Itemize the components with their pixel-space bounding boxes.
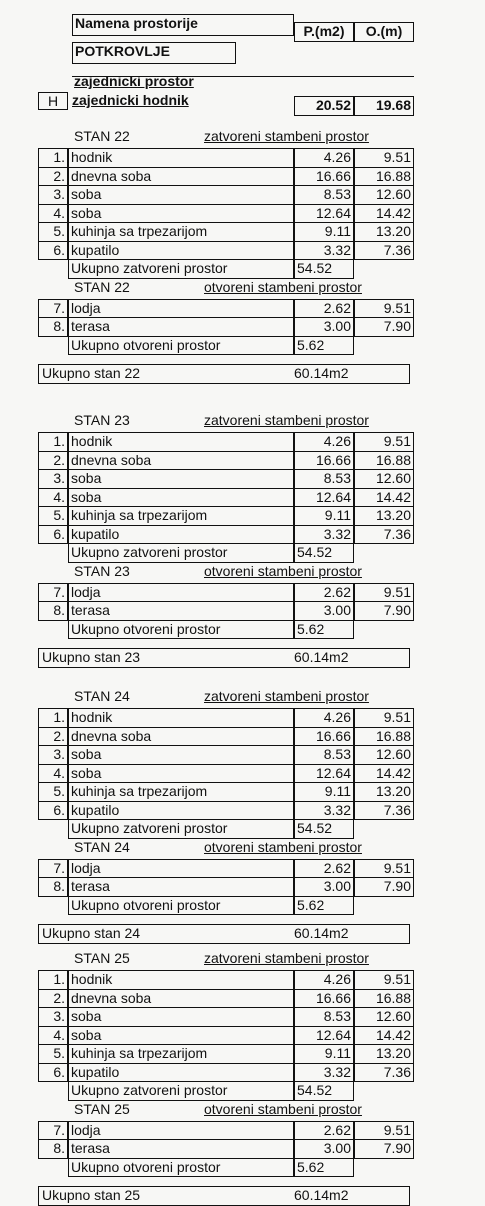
apartment-total xyxy=(38,924,410,944)
apartment-name: STAN 22 xyxy=(74,278,130,295)
room-perimeter: 7.36 xyxy=(354,1063,414,1083)
room-area: 9.11 xyxy=(294,222,354,242)
room-area: 9.11 xyxy=(294,782,354,802)
apartment-total xyxy=(38,648,410,668)
common-space-title: zajednicki prostor xyxy=(74,73,194,89)
room-name: terasa xyxy=(68,601,294,621)
closed-total-value: 54.52 xyxy=(294,819,354,839)
apartment-total-value: 60.14m2 xyxy=(294,365,349,381)
apartment-open-title xyxy=(74,839,362,855)
apartment-total-label: Ukupno stan 23 xyxy=(42,649,141,665)
apartment-closed-title xyxy=(74,950,369,966)
closed-total-value: 54.52 xyxy=(294,1081,354,1101)
room-perimeter: 13.20 xyxy=(354,1044,414,1064)
room-perimeter: 7.90 xyxy=(354,317,414,337)
room-area: 12.64 xyxy=(294,204,354,224)
room-perimeter: 13.20 xyxy=(354,782,414,802)
room-name: terasa xyxy=(68,1139,294,1159)
row-number: 7. xyxy=(38,859,68,879)
room-perimeter: 13.20 xyxy=(354,222,414,242)
row-number: 7. xyxy=(38,583,68,603)
room-perimeter: 9.51 xyxy=(354,708,414,728)
row-number: 6. xyxy=(38,801,68,821)
row-number: 4. xyxy=(38,204,68,224)
room-perimeter: 16.88 xyxy=(354,989,414,1009)
room-perimeter: 16.88 xyxy=(354,451,414,471)
room-area: 16.66 xyxy=(294,451,354,471)
apartment-closed-title xyxy=(74,128,369,144)
room-name: lodja xyxy=(68,859,294,879)
apartment-name: STAN 24 xyxy=(74,838,130,855)
room-name: soba xyxy=(68,764,294,784)
closed-total-value: 54.52 xyxy=(294,259,354,279)
room-area: 3.32 xyxy=(294,1063,354,1083)
row-number: 6. xyxy=(38,525,68,545)
closed-space-label: zatvoreni stambeni prostor xyxy=(204,128,369,144)
apartment-open-title xyxy=(74,1101,362,1117)
column-header-area: P.(m2) xyxy=(294,22,354,42)
room-name: soba xyxy=(68,488,294,508)
room-area: 4.26 xyxy=(294,148,354,168)
room-perimeter: 12.60 xyxy=(354,469,414,489)
closed-space-label: zatvoreni stambeni prostor xyxy=(204,688,369,704)
room-name: kupatilo xyxy=(68,241,294,261)
room-area: 3.00 xyxy=(294,877,354,897)
open-space-label: otvoreni stambeni prostor xyxy=(204,838,362,855)
room-perimeter: 14.42 xyxy=(354,204,414,224)
room-perimeter: 7.90 xyxy=(354,1139,414,1159)
room-area: 4.26 xyxy=(294,708,354,728)
room-perimeter: 16.88 xyxy=(354,727,414,747)
apartment-total-label: Ukupno stan 22 xyxy=(42,365,141,381)
open-total-value: 5.62 xyxy=(294,620,354,640)
apartment-open-title xyxy=(74,279,362,295)
apartment-total-label: Ukupno stan 25 xyxy=(42,1187,141,1203)
closed-total-label: Ukupno zatvoreni prostor xyxy=(68,1081,294,1101)
room-name: kupatilo xyxy=(68,801,294,821)
open-total-value: 5.62 xyxy=(294,1158,354,1178)
row-number: 8. xyxy=(38,601,68,621)
room-area: 3.00 xyxy=(294,317,354,337)
room-name: soba xyxy=(68,469,294,489)
row-number: 6. xyxy=(38,241,68,261)
row-number: 4. xyxy=(38,488,68,508)
room-area: 2.62 xyxy=(294,299,354,319)
room-perimeter: 7.36 xyxy=(354,801,414,821)
open-space-label: otvoreni stambeni prostor xyxy=(204,278,362,295)
closed-total-label: Ukupno zatvoreni prostor xyxy=(68,819,294,839)
row-number: 5. xyxy=(38,222,68,242)
room-perimeter: 9.51 xyxy=(354,432,414,452)
room-perimeter: 7.36 xyxy=(354,241,414,261)
closed-total-value: 54.52 xyxy=(294,543,354,563)
room-name: terasa xyxy=(68,877,294,897)
room-perimeter: 12.60 xyxy=(354,1007,414,1027)
apartment-name: STAN 25 xyxy=(74,1100,130,1117)
room-name: kuhinja sa trpezarijom xyxy=(68,1044,294,1064)
column-header-perimeter: O.(m) xyxy=(354,22,414,42)
room-name: kuhinja sa trpezarijom xyxy=(68,506,294,526)
apartment-closed-title xyxy=(74,412,369,428)
room-area: 8.53 xyxy=(294,469,354,489)
row-number: 2. xyxy=(38,167,68,187)
closed-space-label: zatvoreni stambeni prostor xyxy=(204,950,369,966)
row-number: 1. xyxy=(38,148,68,168)
open-total-label: Ukupno otvoreni prostor xyxy=(68,896,294,916)
room-area: 8.53 xyxy=(294,1007,354,1027)
row-number: 2. xyxy=(38,727,68,747)
common-row-number: H xyxy=(38,92,68,110)
closed-total-label: Ukupno zatvoreni prostor xyxy=(68,543,294,563)
room-perimeter: 9.51 xyxy=(354,299,414,319)
apartment-total xyxy=(38,1186,410,1206)
room-name: dnevna soba xyxy=(68,451,294,471)
room-area: 3.32 xyxy=(294,801,354,821)
apartment-total-value: 60.14m2 xyxy=(294,649,349,665)
apartment-total xyxy=(38,364,410,384)
room-area: 3.00 xyxy=(294,1139,354,1159)
open-total-value: 5.62 xyxy=(294,336,354,356)
common-row-name: zajednicki hodnik xyxy=(72,92,189,108)
room-name: kuhinja sa trpezarijom xyxy=(68,222,294,242)
row-number: 3. xyxy=(38,185,68,205)
apartment-name: STAN 22 xyxy=(74,128,130,144)
common-row-perimeter: 19.68 xyxy=(354,96,414,116)
room-name: soba xyxy=(68,745,294,765)
room-name: lodja xyxy=(68,299,294,319)
room-name: dnevna soba xyxy=(68,989,294,1009)
room-area: 9.11 xyxy=(294,1044,354,1064)
room-area: 16.66 xyxy=(294,167,354,187)
apartment-name: STAN 23 xyxy=(74,562,130,579)
room-area: 3.00 xyxy=(294,601,354,621)
open-total-label: Ukupno otvoreni prostor xyxy=(68,336,294,356)
room-perimeter: 12.60 xyxy=(354,745,414,765)
room-name: terasa xyxy=(68,317,294,337)
room-name: kupatilo xyxy=(68,1063,294,1083)
room-perimeter: 7.90 xyxy=(354,877,414,897)
room-perimeter: 12.60 xyxy=(354,185,414,205)
room-perimeter: 9.51 xyxy=(354,583,414,603)
row-number: 1. xyxy=(38,708,68,728)
room-name: soba xyxy=(68,204,294,224)
room-area: 2.62 xyxy=(294,583,354,603)
column-header-name: Namena prostorije xyxy=(72,14,294,36)
row-number: 3. xyxy=(38,469,68,489)
room-perimeter: 16.88 xyxy=(354,167,414,187)
open-space-label: otvoreni stambeni prostor xyxy=(204,562,362,579)
room-area: 12.64 xyxy=(294,488,354,508)
room-area: 16.66 xyxy=(294,727,354,747)
room-area: 12.64 xyxy=(294,1026,354,1046)
row-number: 8. xyxy=(38,877,68,897)
row-number: 4. xyxy=(38,764,68,784)
room-perimeter: 9.51 xyxy=(354,148,414,168)
row-number: 5. xyxy=(38,506,68,526)
apartment-closed-title xyxy=(74,688,369,704)
room-name: soba xyxy=(68,185,294,205)
row-number: 7. xyxy=(38,1121,68,1141)
row-number: 5. xyxy=(38,1044,68,1064)
room-name: hodnik xyxy=(68,432,294,452)
common-row-area: 20.52 xyxy=(294,96,354,116)
room-name: kupatilo xyxy=(68,525,294,545)
open-total-label: Ukupno otvoreni prostor xyxy=(68,1158,294,1178)
apartment-total-label: Ukupno stan 24 xyxy=(42,925,141,941)
room-area: 2.62 xyxy=(294,859,354,879)
row-number: 5. xyxy=(38,782,68,802)
room-area: 12.64 xyxy=(294,764,354,784)
room-name: hodnik xyxy=(68,970,294,990)
room-area: 2.62 xyxy=(294,1121,354,1141)
room-perimeter: 9.51 xyxy=(354,859,414,879)
row-number: 1. xyxy=(38,432,68,452)
room-area: 4.26 xyxy=(294,432,354,452)
room-area: 3.32 xyxy=(294,241,354,261)
apartment-open-title xyxy=(74,563,362,579)
row-number: 4. xyxy=(38,1026,68,1046)
room-perimeter: 14.42 xyxy=(354,764,414,784)
room-perimeter: 9.51 xyxy=(354,970,414,990)
closed-total-label: Ukupno zatvoreni prostor xyxy=(68,259,294,279)
room-name: soba xyxy=(68,1026,294,1046)
apartment-total-value: 60.14m2 xyxy=(294,925,349,941)
room-perimeter: 13.20 xyxy=(354,506,414,526)
room-name: lodja xyxy=(68,1121,294,1141)
row-number: 3. xyxy=(38,1007,68,1027)
open-total-value: 5.62 xyxy=(294,896,354,916)
room-name: hodnik xyxy=(68,708,294,728)
open-space-label: otvoreni stambeni prostor xyxy=(204,1100,362,1117)
row-number: 8. xyxy=(38,317,68,337)
row-number: 3. xyxy=(38,745,68,765)
room-area: 8.53 xyxy=(294,745,354,765)
room-perimeter: 9.51 xyxy=(354,1121,414,1141)
room-area: 4.26 xyxy=(294,970,354,990)
room-name: dnevna soba xyxy=(68,167,294,187)
room-area: 8.53 xyxy=(294,185,354,205)
room-name: lodja xyxy=(68,583,294,603)
row-number: 1. xyxy=(38,970,68,990)
room-perimeter: 14.42 xyxy=(354,488,414,508)
room-name: hodnik xyxy=(68,148,294,168)
floor-section-label: POTKROVLJE xyxy=(72,42,236,64)
row-number: 6. xyxy=(38,1063,68,1083)
row-number: 8. xyxy=(38,1139,68,1159)
closed-space-label: zatvoreni stambeni prostor xyxy=(204,412,369,428)
room-area: 16.66 xyxy=(294,989,354,1009)
row-number: 7. xyxy=(38,299,68,319)
room-perimeter: 7.36 xyxy=(354,525,414,545)
apartment-name: STAN 23 xyxy=(74,412,130,428)
apartment-name: STAN 25 xyxy=(74,950,130,966)
room-name: dnevna soba xyxy=(68,727,294,747)
open-total-label: Ukupno otvoreni prostor xyxy=(68,620,294,640)
room-name: soba xyxy=(68,1007,294,1027)
apartment-total-value: 60.14m2 xyxy=(294,1187,349,1203)
row-number: 2. xyxy=(38,989,68,1009)
room-perimeter: 14.42 xyxy=(354,1026,414,1046)
apartment-name: STAN 24 xyxy=(74,688,130,704)
row-number: 2. xyxy=(38,451,68,471)
room-name: kuhinja sa trpezarijom xyxy=(68,782,294,802)
room-perimeter: 7.90 xyxy=(354,601,414,621)
room-area: 3.32 xyxy=(294,525,354,545)
room-area: 9.11 xyxy=(294,506,354,526)
